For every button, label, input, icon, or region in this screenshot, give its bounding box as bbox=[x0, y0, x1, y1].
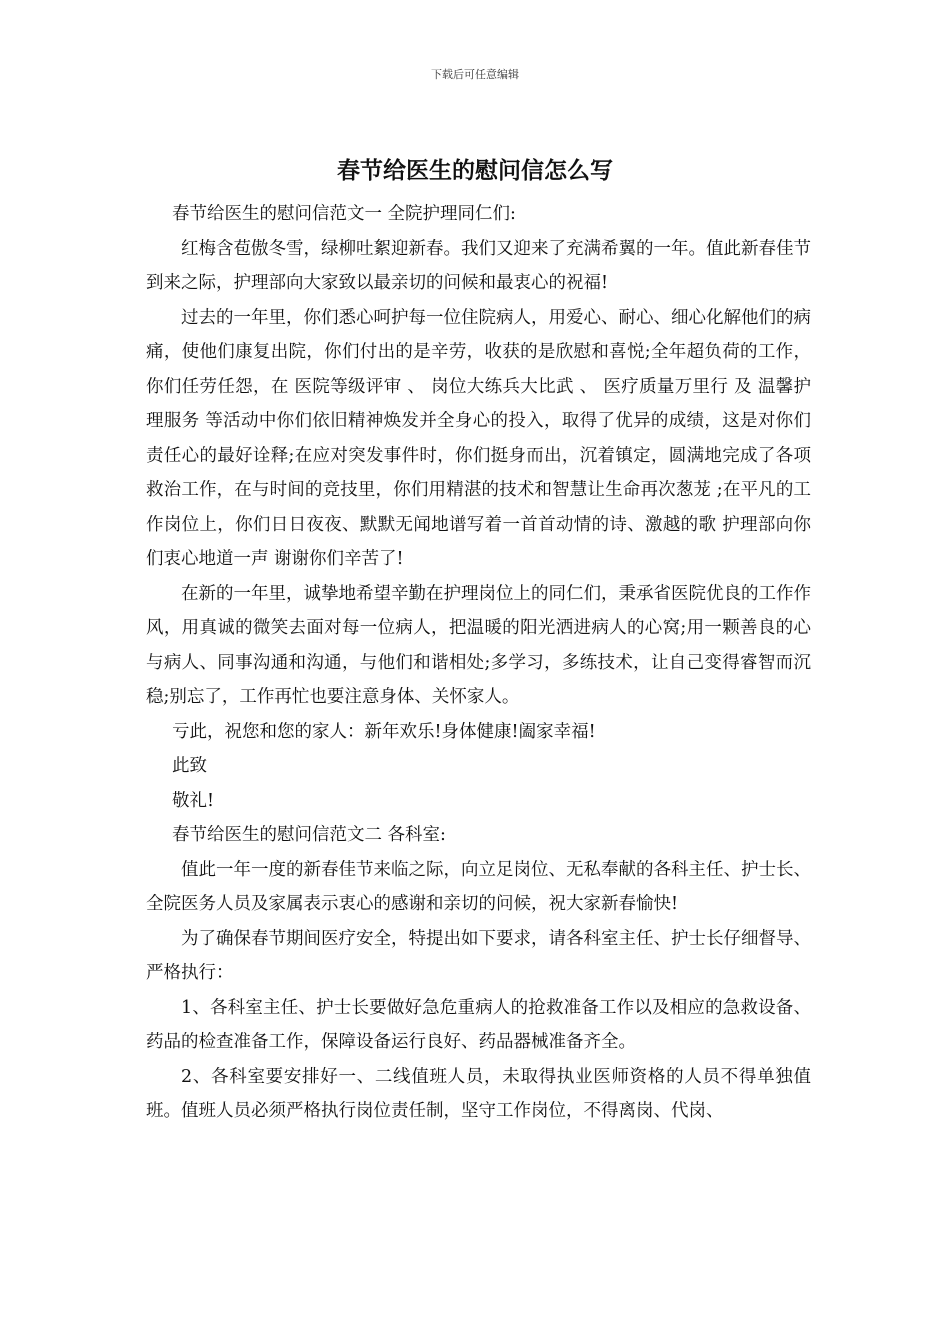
greeting-line: 亏此，祝您和您的家人：新年欢乐!身体健康!阖家幸福! bbox=[172, 721, 596, 742]
list-item: 1、各科室主任、护士长要做好急危重病人的抢救准备工作以及相应的急救设备、药品的检查准备工作，保障设备运行良好、药品器械准备齐全。 bbox=[146, 997, 811, 1052]
list-item: 2、各科室要安排好一、二线值班人员，未取得执业医师资格的人员不得单独值班。值班人员必须严格执行岗位责任制，坚守工作岗位，不得离岗、代岗、 bbox=[146, 1066, 811, 1121]
salute-line: 敬礼! bbox=[172, 790, 215, 811]
paragraph: 在新的一年里，诚挚地希望辛勤在护理岗位上的同仁们，秉承省医院优良的工作作风，用真诚的微笑去面对每一位病人，把温暖的阳光洒进病人的心窝;用一颗善良的心与病人、同事沟通和沟通，与他们和谐相处;多学习，多练技术，让自己变得睿智而沉稳;别忘了，工作再忙也要注意身体、关怀家人。 bbox=[146, 583, 811, 707]
paragraph: 过去的一年里，你们悉心呵护每一位住院病人，用爱心、耐心、细心化解他们的病痛，使他们康复出院，你们付出的是辛劳，收获的是欣慰和喜悦;全年超负荷的工作，你们任劳任怨，在 医院等级评审 、 岗位大练兵大比武 、 医疗质量万里行 及 温馨护理服务 等活动中你们依旧精神焕发并全身心的投入，取得了优异的成绩，这是对你们责任心的最好诠释;在应对突发事件时，你们挺身而出，沉着镇定，圆满地完成了各项救治工作，在与时间的竞技里，你们用精湛的技术和智慧让生命再次葱茏 ;在平凡的工作岗位上，你们日日夜夜、默默无闻地谱写着一首首动情的诗、激越的歌 护理部向你们衷心地道一声 谢谢你们辛苦了! bbox=[146, 307, 811, 569]
closing-line: 此致 bbox=[172, 756, 207, 776]
letter-body bbox=[146, 197, 811, 1129]
letter-heading-1: 春节给医生的慰问信范文一 全院护理同仁们: bbox=[172, 204, 516, 224]
paragraph: 红梅含苞傲冬雪，绿柳吐絮迎新春。我们又迎来了充满希翼的一年。值此新春佳节到来之际，护理部向大家致以最亲切的问候和最衷心的祝福! bbox=[146, 238, 811, 293]
paragraph: 为了确保春节期间医疗安全，特提出如下要求，请各科室主任、护士长仔细督导、严格执行： bbox=[146, 928, 811, 983]
letter-heading-2: 春节给医生的慰问信范文二 各科室: bbox=[172, 825, 446, 845]
paragraph: 值此一年一度的新春佳节来临之际，向立足岗位、无私奉献的各科主任、护士长、全院医务人员及家属表示衷心的感谢和亲切的问候，祝大家新春愉快! bbox=[146, 859, 811, 914]
header-note: 下载后可任意编辑 bbox=[431, 68, 519, 81]
page-title: 春节给医生的慰问信怎么写 bbox=[337, 157, 613, 184]
